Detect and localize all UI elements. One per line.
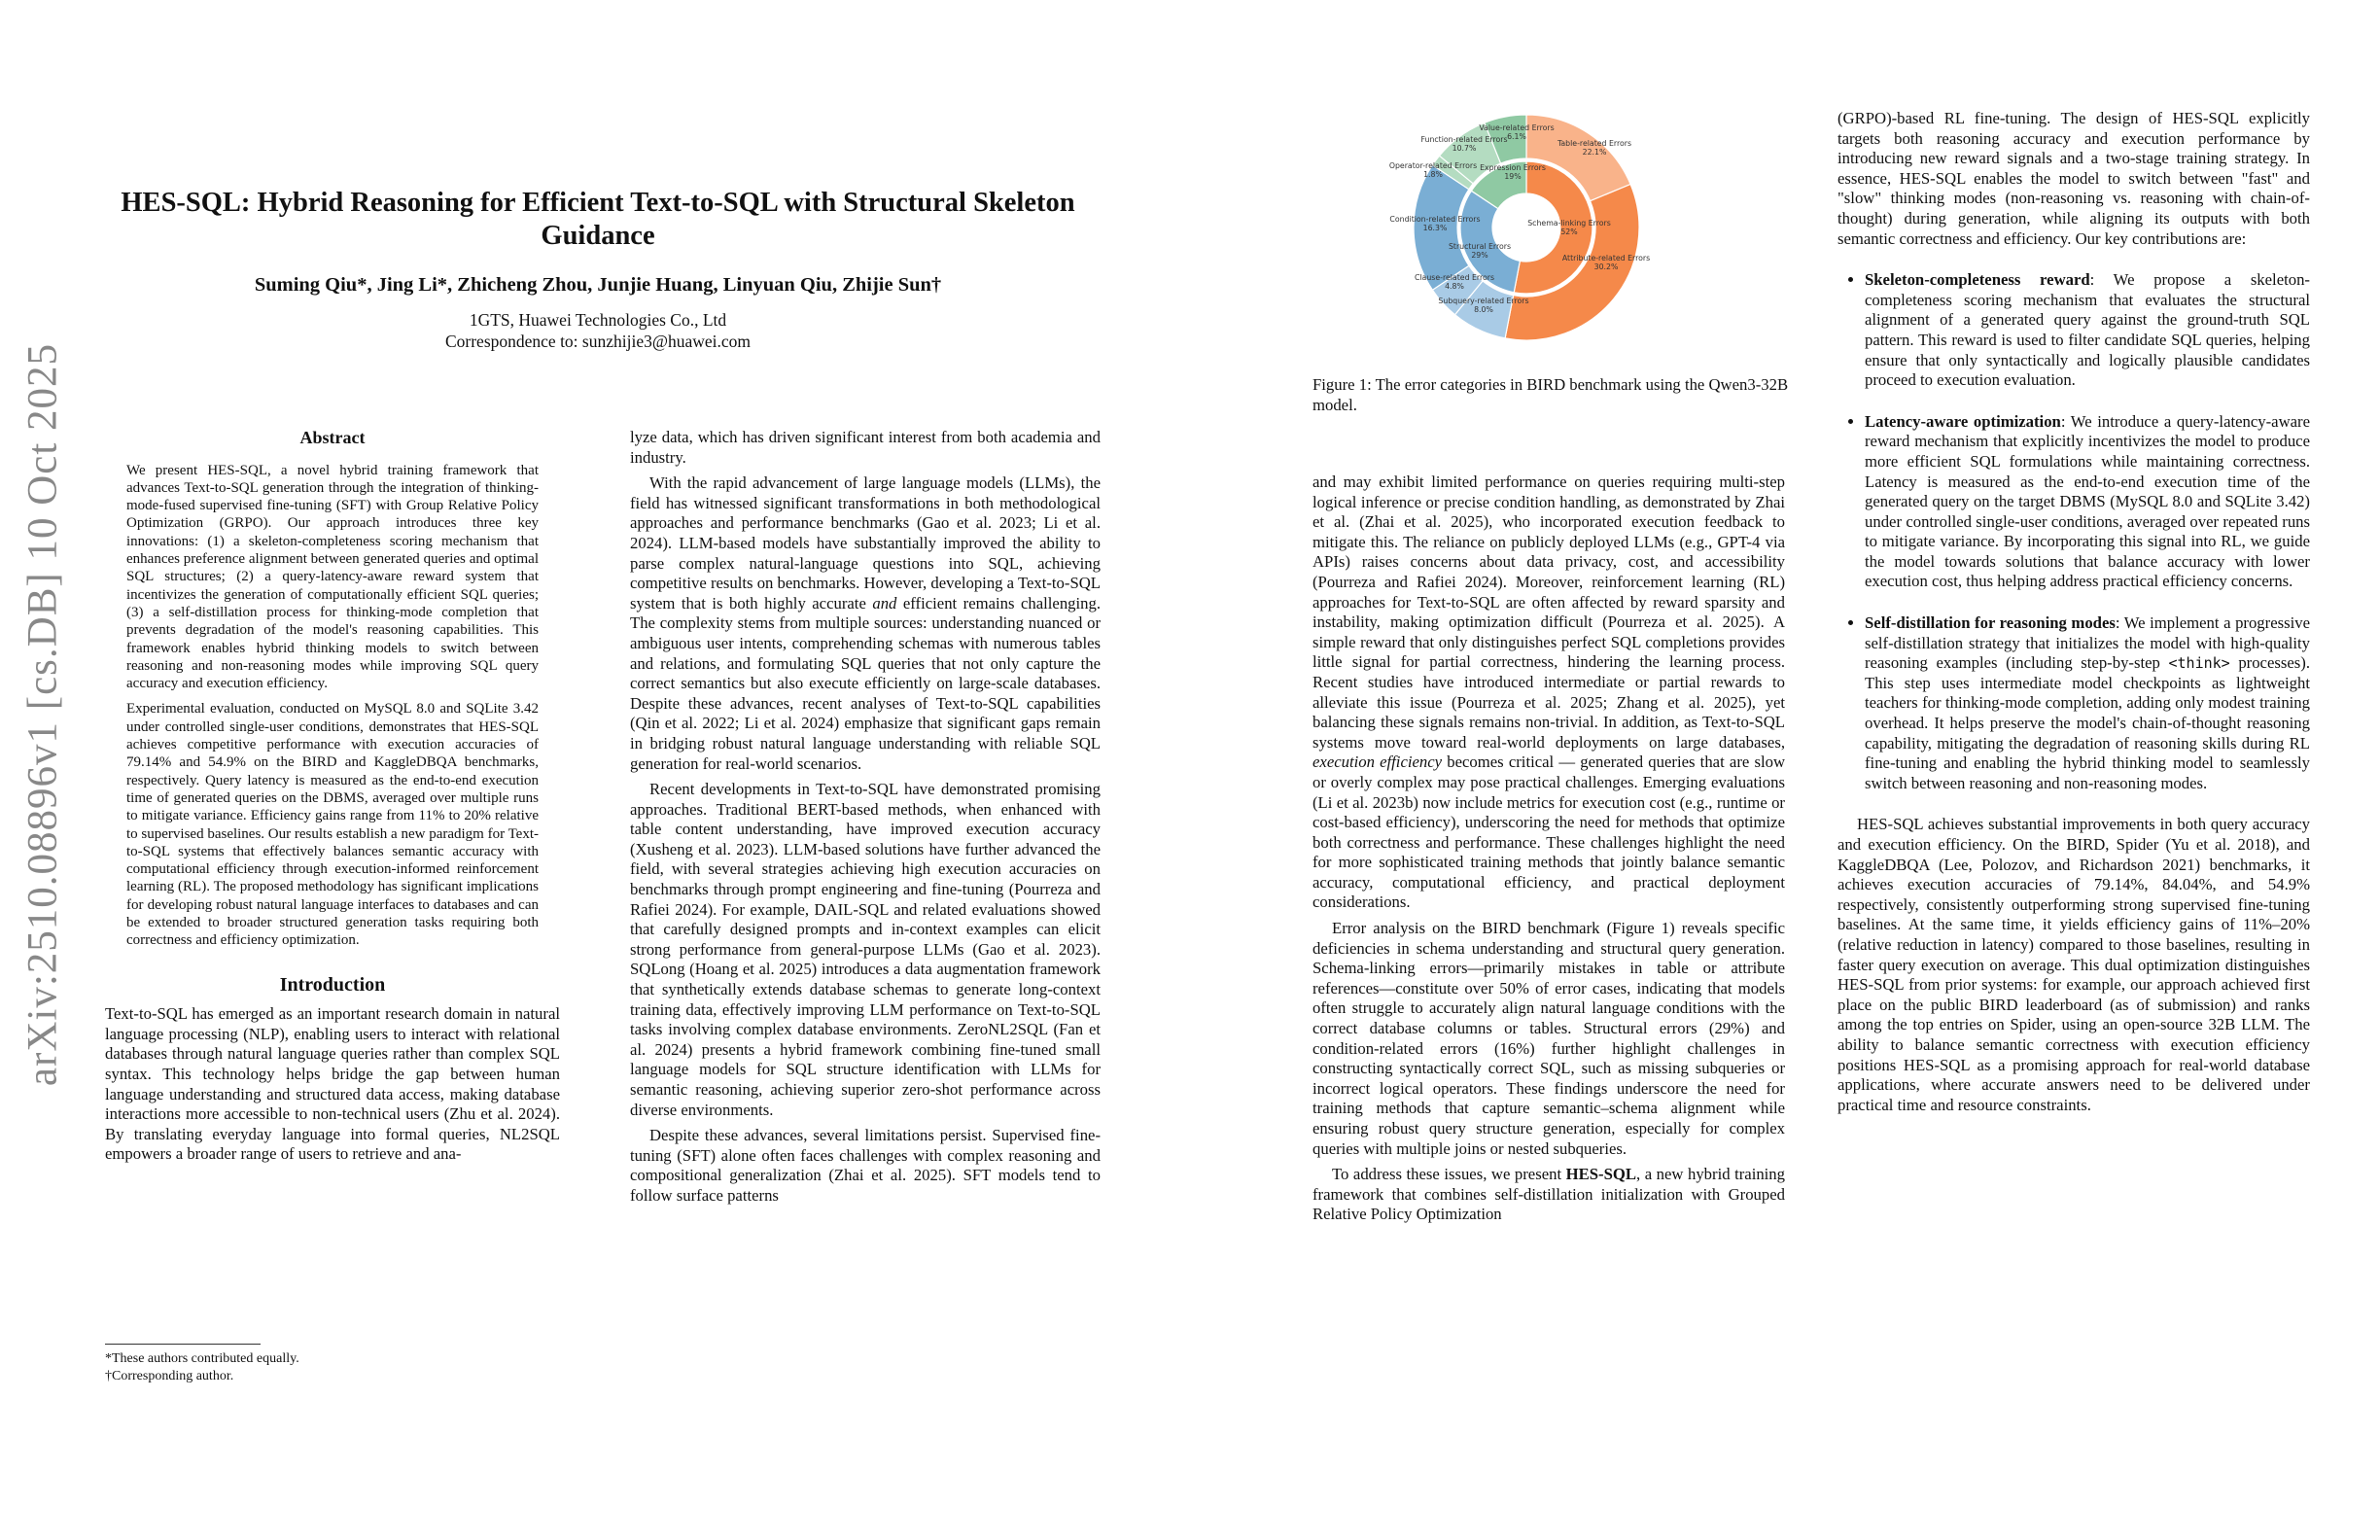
abstract-heading: Abstract — [299, 428, 366, 447]
correspondence: Correspondence to: sunzhijie3@huawei.com — [444, 332, 752, 351]
col3-p3-part-a: To address these issues, we present — [1332, 1165, 1562, 1184]
footnote-rule — [105, 1344, 261, 1345]
col3-p3-part-b: , a new hybrid training framework that combines self-distillation initialization with Grouped Relative Policy Optimization — [1312, 1165, 1785, 1224]
attribute-related-label: Attribute-related Errors 30.2% — [1561, 254, 1651, 271]
footnote-equal-contribution: *These authors contributed equally. — [105, 1351, 299, 1366]
column-4 — [1838, 109, 2310, 1121]
function-related-label: Function-related Errors 10.7% — [1420, 135, 1508, 153]
think-tag-code: <think> — [2168, 654, 2230, 673]
arxiv-stamp-text: arXiv:2510.08896v1 [cs.DB] 10 Oct 2025 — [19, 342, 66, 1087]
affiliation-block — [97, 309, 1099, 352]
contribution-heading: Self-distillation for reasoning modes — [1865, 613, 2116, 633]
col2-paragraph-4: Despite these advances, several limitations persist. Supervised fine-tuning (SFT) alone often faces challenges with complex reasoning and compositional generalization (Zhai et al. 2025). SFT models tend to follow surface patterns — [630, 1126, 1101, 1205]
affiliation: 1GTS, Huawei Technologies Co., Ltd — [469, 310, 727, 330]
col4-paragraph-2: HES-SQL achieves substantial improvements in both query accuracy and execution efficiency. On the BIRD, Spider (Yu et al. 2018), and KaggleDBQA (Lee, Polozov, and Richardson 2021) benchmarks, it achieves execution accuracies of 79.14%, 84.04%, and 54.9% respectively, consistently outperforming strong supervised fine-tuning baselines. At the same time, it yields efficiency gains of 11%–20% (relative reduction in latency) compared to those baselines, resulting in faster query execution on average. This dual optimization distinguishes HES-SQL from prior systems: for example, our approach achieved first place on the public BIRD leaderboard (as of submission) and ranks among the top entries on Spider, using an open-source 32B LLM. The ability to balance semantic correctness with execution efficiency positions HES-SQL as a promising approach for real-world database applications, where accurate answers need to be delivered under practical time and resource constraints. — [1838, 815, 2310, 1114]
arxiv-stamp — [14, 321, 72, 1108]
paper-title: HES-SQL: Hybrid Reasoning for Efficient Text-to-SQL with Structural Skeleton Guidance — [121, 188, 1075, 251]
condition-related-label: Condition-related Errors 16.3% — [1389, 215, 1481, 232]
column-2 — [630, 428, 1101, 1212]
footnotes — [105, 1344, 299, 1385]
footnote-corresponding: †Corresponding author. — [105, 1369, 234, 1383]
contribution-list — [1838, 270, 2310, 793]
col2-p2-part-b: efficient remains challenging. The complexity stems from multiple sources: understanding nuanced or ambiguous user intents, comprehending schemas with numerous tables and relations, and formulating SQL queries that not only capture the correct semantics but also execute efficiently on large-scale databases. Despite these advances, recent analyses of Text-to-SQL capabilities (Qin et al. 2022; Li et al. 2024) emphasize that significant gaps remain in bridging robust natural language understanding with reliable SQL generation for real-world scenarios. — [630, 593, 1102, 773]
col2-paragraph-1: lyze data, which has driven significant interest from both academia and industry. — [630, 428, 1101, 467]
contribution-text: : We introduce a query-latency-aware reward mechanism that explicitly incentivizes the model to produce more efficient SQL formulations while maintaining correctness. Latency is measured as the end-to-end execution time of the generated query on the target DBMS (MySQL 8.0 and SQLite 3.42) under controlled single-user conditions, averaged over repeated runs to mitigate variance. By incorporating this signal into RL, we guide the model towards solutions that balance accuracy with lower execution cost, thus helping address practical efficiency concerns. — [1865, 411, 2311, 591]
contribution-heading: Latency-aware optimization — [1865, 411, 2061, 431]
contribution-item — [1865, 270, 2310, 391]
contribution-heading: Skeleton-completeness reward — [1865, 270, 2090, 290]
figure-caption: Figure 1: The error categories in BIRD benchmark using the Qwen3-32B model. — [1312, 375, 1789, 414]
col3-p1-part-b: becomes critical — generated queries that are slow or overly complex may pose practical challenges. Emerging evaluations (Li et al. 2023b) now include metrics for execution cost (e.g., runtime or cost-based efficiency), underscoring the need for methods that optimize both correctness and performance. These challenges highlight the need for more sophisticated training methods that jointly balance semantic accuracy, computational efficiency, and practical deployment considerations. — [1312, 752, 1786, 912]
col3-paragraph-2: Error analysis on the BIRD benchmark (Figure 1) reveals specific deficiencies in schema understanding and structural query generation. Schema-linking errors—primarily mistakes in table or attribute references—constitute over 50% of error cases, indicating that models often struggle to accurately align natural language conditions with the correct database columns or tables. Structural errors (29%) and condition-related errors (16%) further highlight challenges in constructing syntactically correct SQL, such as missing subqueries or incorrect logical operators. These findings underscore the need for training methods that capture semantic–schema alignment while ensuring robust query structure generation, especially for complex queries with multiple joins or nested subqueries. — [1312, 919, 1785, 1158]
abstract-paragraph-2: Experimental evaluation, conducted on MySQL 8.0 and SQLite 3.42 under controlled single-user conditions, demonstrates that HES-SQL achieves competitive performance with execution accuracies of 79.14% and 54.9% on the BIRD and KaggleDBQA benchmarks, respectively. Query latency is measured as the end-to-end execution time of generated queries on the DBMS, averaged over multiple runs to mitigate variance. Efficiency gains range from 11% to 20% relative to supervised baselines. Our results establish a new paradigm for Text-to-SQL systems that effectively balances semantic accuracy with computational efficiency through execution-informed reinforcement learning (RL). The proposed methodology has significant implications for developing robust natural language interfaces to databases and can be extended to broader structured generation tasks requiring both correctness and efficiency optimization. — [126, 701, 539, 949]
col3-p1-part-a: and may exhibit limited performance on queries requiring multi-step logical inference or precise condition handling, as demonstrated by Zhai et al. (Zhai et al. 2025), who incorporated execution feedback to mitigate this. The reliance on publicly deployed LLMs (e.g., GPT-4 via APIs) raises concerns about data privacy, cost, and accessibility (Pourreza and Rafiei 2024). Moreover, reinforcement learning (RL) approaches for Text-to-SQL are often affected by reward sparsity and instability, making optimization difficult (Pourreza et al. 2025). A simple reward that only distinguishes perfect SQL completions provides little signal for partial correctness, hindering the learning process. Recent studies have introduced intermediate or partial rewards to alleviate this issue (Pourreza et al. 2025; Zhang et al. 2025), yet balancing these signals remains non-trivial. In addition, as Text-to-SQL systems move toward real-world deployments on large databases, — [1312, 472, 1785, 752]
col4-paragraph-1: (GRPO)-based RL fine-tuning. The design of HES-SQL explicitly targets both reasoning accuracy and execution performance by introducing new reward signals and a two-stage training strategy. In essence, HES-SQL enables the model to switch between "fast" and "slow" thinking modes (non-reasoning vs. reasoning with chain-of-thought) during generation, while aligning its outputs with both semantic correctness and efficiency. Our key contributions are: — [1838, 109, 2310, 248]
error-donut-chart — [1381, 115, 1672, 348]
contribution-item — [1865, 613, 2310, 793]
column-3 — [1312, 472, 1785, 1231]
operator-related-label: Operator-related Errors 1.8% — [1388, 161, 1478, 179]
contribution-text: : We implement a progressive self-distillation strategy that initializes the model with high-quality reasoning examples (including step-by-step — [1865, 613, 2310, 673]
column-1 — [105, 428, 560, 1171]
clause-related-label: Clause-related Errors 4.8% — [1414, 273, 1495, 291]
schema-linking-label: Schema-linking Errors 52% — [1527, 219, 1611, 236]
contribution-text: processes). This step uses intermediate model checkpoints as lightweight teachers for thinking-mode completion, adding only modest training overhead. It helps preserve the model's chain-of-thought reasoning capability, mitigating the degradation of reasoning skills during RL fine-tuning and enabling the hybrid thinking model to seamlessly switch between reasoning and non-reasoning modes. — [1865, 653, 2310, 792]
introduction-heading: Introduction — [279, 973, 386, 996]
col2-emphasis-and: and — [872, 593, 897, 612]
col3-paragraph-1 — [1312, 472, 1785, 913]
subquery-related-label: Subquery-related Errors 8.0% — [1438, 297, 1529, 314]
intro-paragraph-1: Text-to-SQL has emerged as an important research domain in natural language processing (NLP), enabling users to interact with relational databases through natural language queries rather than complex SQL syntax. This technology helps bridge the gap between human language understanding and structured data access, making database interactions more accessible to non-technical users (Zhu et al. 2024). By translating everyday language into formal queries, NL2SQL empowers a broader range of users to retrieve and ana- — [105, 1004, 560, 1164]
col2-paragraph-3: Recent developments in Text-to-SQL have demonstrated promising approaches. Traditional BERT-based methods, when enhanced with table content understanding, have improved execution accuracy (Xusheng et al. 2023). LLM-based solutions have further advanced the field, with several strategies achieving high execution accuracies on benchmarks through prompt engineering and fine-tuning (Pourreza and Rafiei 2024). For example, DAIL-SQL and related evaluations showed that carefully designed prompts and in-context examples can elicit strong performance from general-purpose LLMs (Gao et al. 2023). SQLong (Hoang et al. 2025) introduces a data augmentation framework that synthetically extends database schemas to generate long-context training data, effectively improving LLM performance on Text-to-SQL tasks involving complex database environments. ZeroNL2SQL (Fan et al. 2024) presents a hybrid framework combining fine-tuned small language models for SQL structure identification with LLMs for semantic reasoning, achieving superior zero-shot performance across diverse environments. — [630, 780, 1101, 1119]
contribution-text: : We propose a skeleton-completeness scoring mechanism that evaluates the structural alignment of a generated query against the ground-truth SQL pattern. This reward is used to filter candidate SQL queries, helping ensure that only syntactically and logically plausible candidates proceed to execution evaluation. — [1865, 270, 2310, 390]
table-related-label: Table-related Errors 22.1% — [1557, 139, 1632, 157]
col3-emphasis-execution-efficiency: execution efficiency — [1312, 752, 1443, 772]
col2-p2-part-a: With the rapid advancement of large language models (LLMs), the field has witnessed significant transformations in both methodological approaches and performance benchmarks (Gao et al. 2023; Li et al. 2024). LLM-based models have substantially improved the ability to parse complex natural-language questions into SQL, achieving competitive results on benchmarks. However, developing a Text-to-SQL system that is both highly accurate — [630, 473, 1101, 612]
contribution-item — [1865, 412, 2310, 592]
col3-paragraph-3 — [1312, 1165, 1785, 1225]
figure-1 — [1381, 115, 1672, 348]
value-related-label: Value-related Errors 6.1% — [1479, 123, 1555, 141]
author-list: Suming Qiu*, Jing Li*, Zhicheng Zhou, Junjie Huang, Linyuan Qiu, Zhijie Sun† — [254, 274, 942, 296]
abstract — [105, 462, 560, 950]
col3-hes-sql-bold: HES-SQL — [1565, 1165, 1636, 1184]
structural-label: Structural Errors 29% — [1448, 242, 1512, 260]
abstract-paragraph-1: We present HES-SQL, a novel hybrid training framework that advances Text-to-SQL generation through the integration of thinking-mode-fused supervised fine-tuning (SFT) with Group Relative Policy Optimization (GRPO). Our approach introduces three key innovations: (1) a skeleton-completeness scoring mechanism that enhances preference alignment between generated queries and optimal SQL structures; (2) a query-latency-aware reward system that incentivizes the generation of computationally efficient SQL queries; (3) a self-distillation process for thinking-mode completion that prevents degradation of the model's reasoning capabilities. This framework enables hybrid thinking models to switch between reasoning and non-reasoning modes while improving SQL query accuracy and execution efficiency. — [126, 462, 539, 692]
col2-paragraph-2 — [630, 473, 1101, 774]
expression-label: Expression Errors 19% — [1480, 163, 1546, 181]
